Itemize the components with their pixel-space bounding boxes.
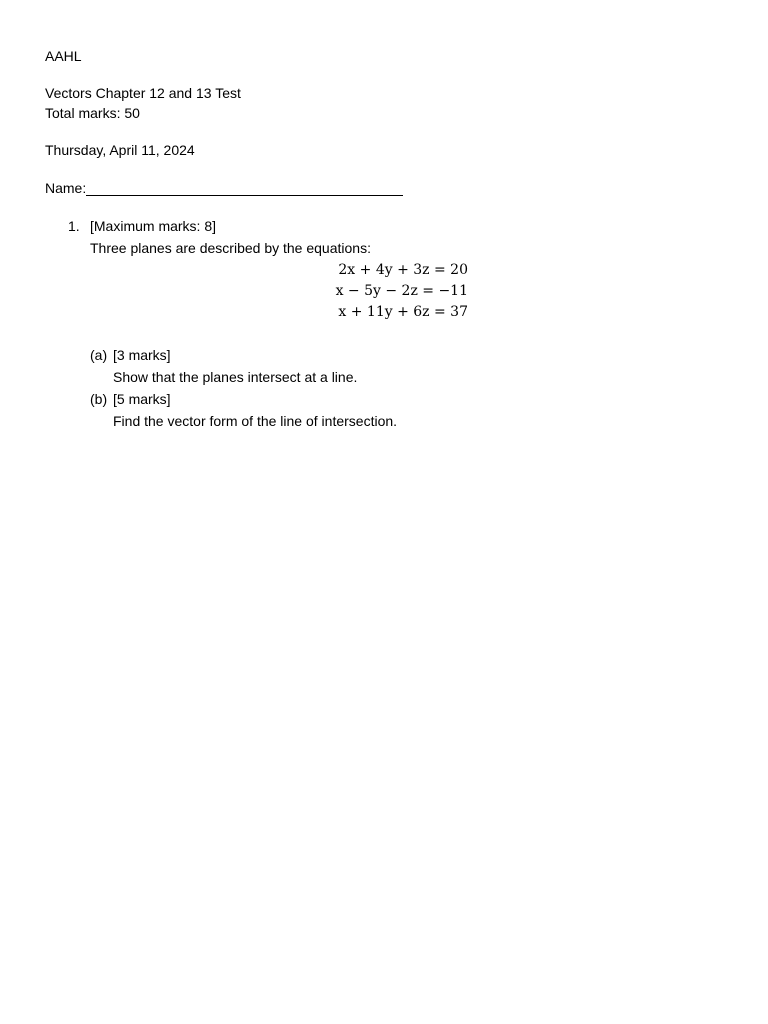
test-date: Thursday, April 11, 2024 — [45, 142, 195, 158]
name-blank-line[interactable] — [86, 180, 403, 196]
part-text: Show that the planes intersect at a line. — [113, 369, 358, 385]
total-marks: Total marks: 50 — [45, 105, 140, 121]
test-title: Vectors Chapter 12 and 13 Test — [45, 85, 241, 101]
part-label: (b) — [90, 391, 108, 407]
equation-2: x − 5y − 2z = −11 — [335, 283, 468, 299]
equation-1: 2x + 4y + 3z = 20 — [338, 262, 468, 278]
question-number: 1. — [68, 218, 80, 234]
part-text: Find the vector form of the line of intersection. — [113, 413, 398, 429]
question-max-marks: [Maximum marks: 8] — [90, 218, 217, 234]
equation-system — [300, 260, 468, 323]
course-code: AAHL — [45, 48, 82, 64]
question-intro: Three planes are described by the equations: — [90, 240, 371, 256]
name-label: Name: — [45, 180, 87, 196]
part-label: (a) — [90, 347, 108, 363]
part-marks: [3 marks] — [113, 347, 171, 363]
part-marks: [5 marks] — [113, 391, 171, 407]
equation-3: x + 11y + 6z = 37 — [338, 304, 468, 320]
name-field-row — [45, 178, 403, 198]
